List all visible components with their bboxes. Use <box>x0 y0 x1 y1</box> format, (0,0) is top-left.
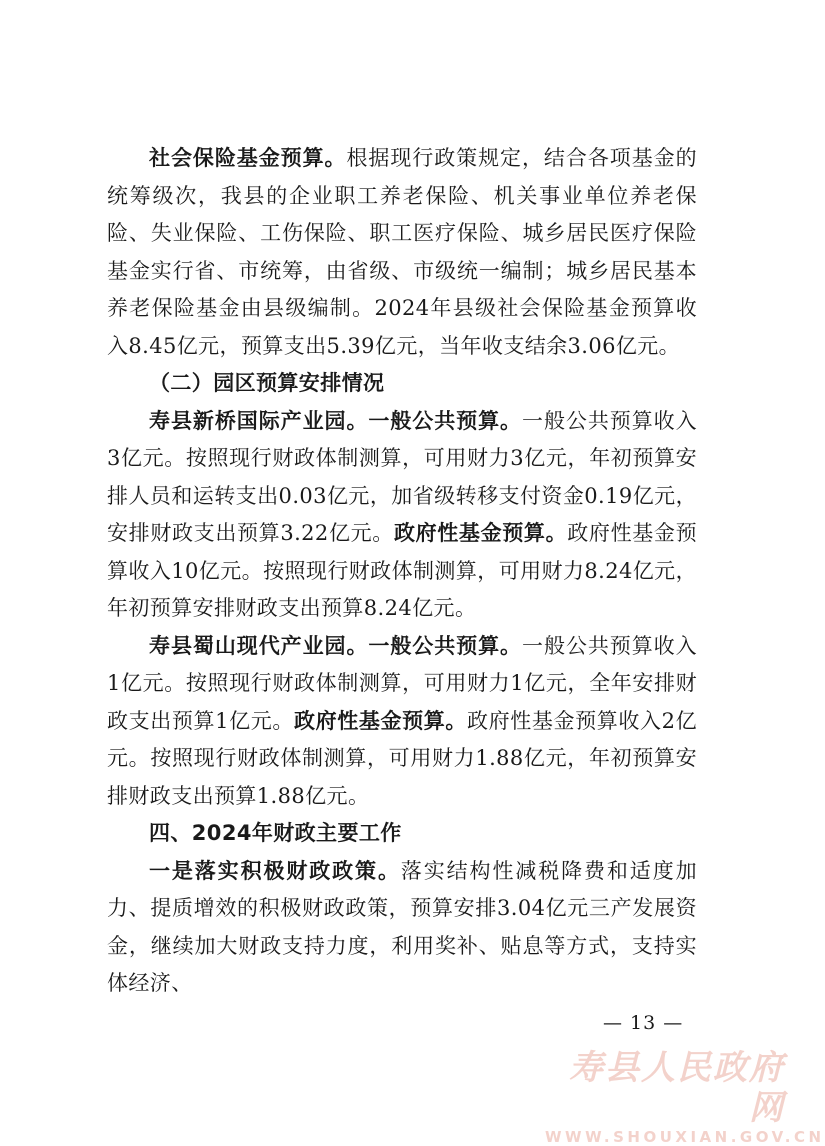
paragraph-text: 政府性基金预算收入2亿元。按照现行财政体制测算，可用财力1.88亿元，年初预算安排财政支出预算1.88亿元。 <box>107 708 697 808</box>
paragraph-xinqiao-park <box>107 403 697 628</box>
paragraph-lead: 政府性基金预算。 <box>393 521 568 545</box>
paragraph-text: 根据现行政策规定，结合各项基金的统筹级次，我县的企业职工养老保险、机关事业单位养老保险、失业保险、工伤保险、职工医疗保险、城乡居民医疗保险基金实行省、市统筹，由省级、市级统一编制；城乡居民基本养老保险基金由县级编制。2024年县级社会保险基金预算收入8.45亿元，预算支出5.39亿元，当年收支结余3.06亿元。 <box>107 146 697 358</box>
paragraph-lead: 一是落实积极财政政策。 <box>149 858 401 883</box>
paragraph-lead: 寿县新桥国际产业园。一般公共预算。 <box>149 408 522 433</box>
paragraph-lead: 社会保险基金预算。 <box>149 146 347 170</box>
watermark-title: 寿县人民政府网 <box>569 1048 785 1128</box>
document-body <box>107 140 697 1003</box>
paragraph-text: 一般公共预算收入3亿元。按照现行财政体制测算，可用财力3亿元，年初预算安排人员和运转支出0.03亿元，加省级转移支付资金0.19亿元，安排财政支出预算3.22亿元。 <box>107 408 697 545</box>
paragraph-text: 政府性基金预算收入10亿元。按照现行财政体制测算，可用财力8.24亿元，年初预算安排财政支出预算8.24亿元。 <box>107 521 697 620</box>
paragraph-shushan-park <box>107 628 697 816</box>
watermark-url: WWW.SHOUXIAN.GOV.CN <box>545 1128 825 1146</box>
section-heading-main-work: 四、2024年财政主要工作 <box>149 821 402 845</box>
section-heading-park-budget: （二）园区预算安排情况 <box>149 371 385 395</box>
paragraph-text: 一般公共预算收入1亿元。按照现行财政体制测算，可用财力1亿元，全年安排财政支出预算1亿元。 <box>107 633 697 733</box>
paragraph-text: 落实结构性减税降费和适度加力、提质增效的积极财政政策，预算安排3.04亿元三产发展资金，继续加大财政支持力度，利用奖补、贴息等方式，支持实体经济、 <box>107 858 698 995</box>
paragraph-lead: 寿县蜀山现代产业园。一般公共预算。 <box>149 633 522 658</box>
paragraph-lead: 政府性基金预算。 <box>293 708 467 733</box>
paragraph-social-insurance-fund <box>107 140 697 365</box>
paragraph-fiscal-policy <box>107 853 697 1003</box>
page-number: — 13 — <box>603 1012 684 1034</box>
site-watermark <box>545 1048 825 1146</box>
